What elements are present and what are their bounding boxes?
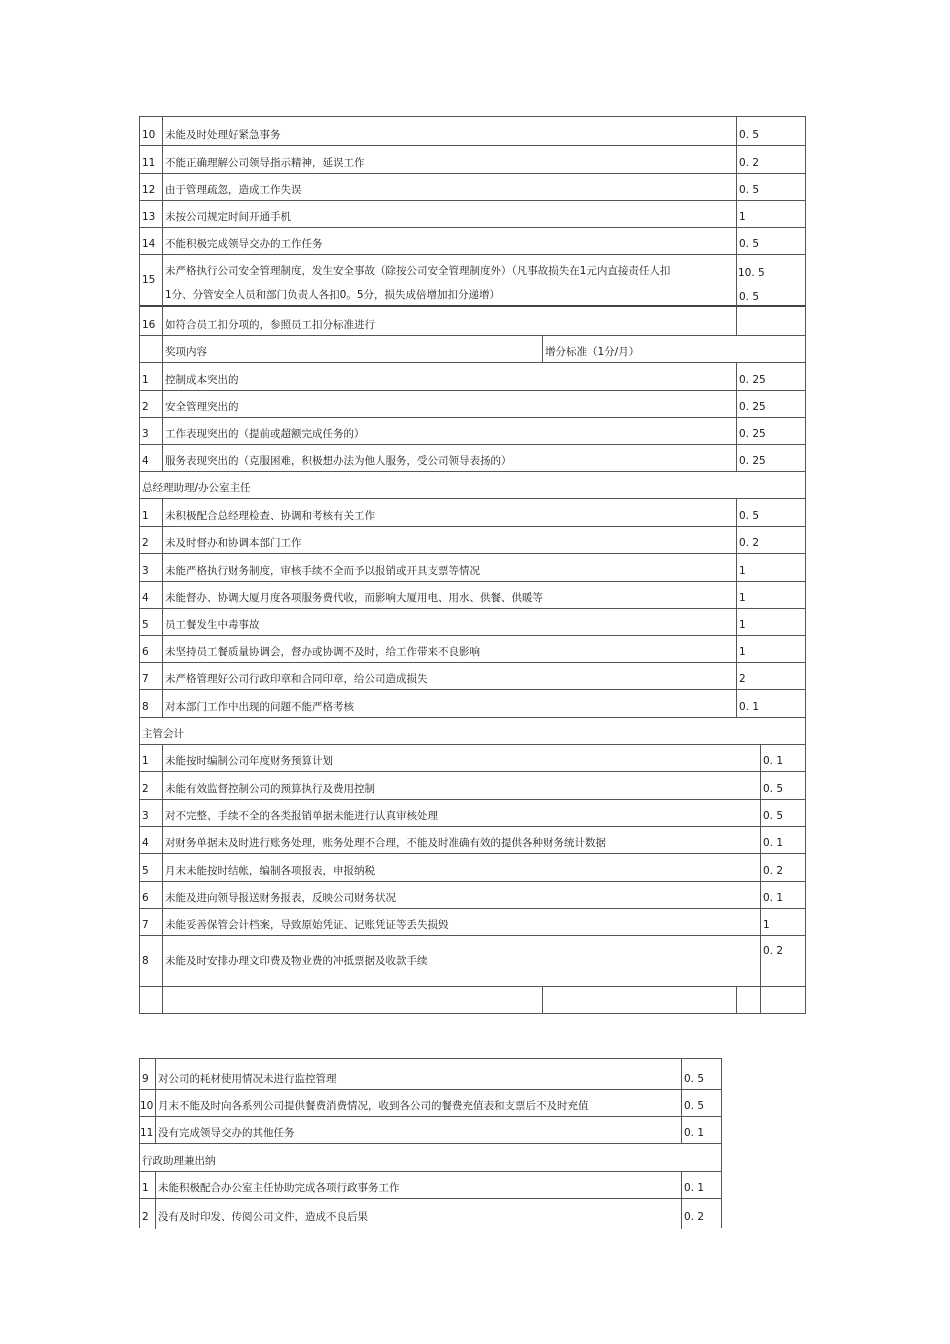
row-score: 0. 2 xyxy=(684,1211,705,1223)
row-text: 未能积极配合办公室主任协助完成各项行政事务工作 xyxy=(158,1182,400,1194)
section-header xyxy=(140,1144,721,1172)
row-text: 月末未能按时结帐，编制各项报表，申报纳税 xyxy=(165,865,375,877)
row-number: 4 xyxy=(142,592,149,604)
row-score: 1 xyxy=(739,646,746,658)
table-row xyxy=(140,554,805,582)
row-score: 0. 1 xyxy=(684,1182,705,1194)
row-score: 0. 5 xyxy=(739,184,760,196)
row-text: 对公司的耗材使用情况未进行监控管理 xyxy=(158,1073,337,1085)
row-text: 如符合员工扣分项的，参照员工扣分标准进行 xyxy=(165,319,375,331)
row-score: 1 xyxy=(763,919,770,931)
table-row xyxy=(140,445,805,472)
row-text-line-1: 未严格执行公司安全管理制度，发生安全事故（除按公司安全管理制度外）（凡事故损失在1元内直接责任人扣 xyxy=(165,265,671,277)
row-number: 14 xyxy=(142,238,156,250)
row-score: 0. 5 xyxy=(739,238,760,250)
table-row xyxy=(140,800,805,827)
table-row xyxy=(140,882,805,909)
table-row xyxy=(140,117,805,146)
row-text: 安全管理突出的 xyxy=(165,401,239,413)
row-text: 未积极配合总经理检查、协调和考核有关工作 xyxy=(165,510,375,522)
row-text: 月末不能及时向各系列公司提供餐费消费情况，收到各公司的餐费充值表和支票后不及时充值 xyxy=(158,1100,589,1112)
row-number: 5 xyxy=(142,619,149,631)
row-number: 2 xyxy=(142,1211,149,1223)
row-text: 服务表现突出的（克服困难，积极想办法为他人服务，受公司领导表扬的） xyxy=(165,455,512,467)
row-score: 1 xyxy=(739,211,746,223)
row-number: 1 xyxy=(142,755,149,767)
row-number: 10 xyxy=(140,1100,154,1112)
row-score: 0. 1 xyxy=(763,892,784,904)
row-number: 12 xyxy=(142,184,156,196)
row-score: 0. 5 xyxy=(739,129,760,141)
row-number: 1 xyxy=(142,374,149,386)
table-row xyxy=(140,201,805,228)
row-score: 1 xyxy=(739,619,746,631)
row-score: 0. 1 xyxy=(739,701,760,713)
evaluation-table-2 xyxy=(139,1058,722,1228)
row-score: 0. 25 xyxy=(739,455,766,467)
table-row xyxy=(140,146,805,174)
table-row xyxy=(140,307,805,336)
row-text: 未及时督办和协调本部门工作 xyxy=(165,537,302,549)
table-row xyxy=(140,936,805,987)
row-score: 0. 25 xyxy=(739,401,766,413)
table-row xyxy=(140,1117,721,1144)
row-number: 4 xyxy=(142,837,149,849)
table-row xyxy=(140,636,805,663)
row-score-2: 0. 5 xyxy=(739,291,760,303)
row-number: 16 xyxy=(142,319,156,331)
row-number: 1 xyxy=(142,510,149,522)
row-score: 0. 5 xyxy=(763,810,784,822)
row-number: 2 xyxy=(142,401,149,413)
table-row xyxy=(140,854,805,882)
row-text: 不能正确理解公司领导指示精神，延误工作 xyxy=(165,157,365,169)
section-title: 主管会计 xyxy=(142,728,184,740)
row-text: 由于管理疏忽，造成工作失误 xyxy=(165,184,302,196)
row-score: 0. 1 xyxy=(684,1127,705,1139)
row-number: 8 xyxy=(142,701,149,713)
row-number: 2 xyxy=(142,537,149,549)
row-score: 0. 2 xyxy=(763,945,784,957)
row-text: 未能严格执行财务制度，审核手续不全而予以报销或开具支票等情况 xyxy=(165,565,480,577)
row-text: 未能督办、协调大厦月度各项服务费代收，而影响大厦用电、用水、供餐、供暖等 xyxy=(165,592,543,604)
table-row xyxy=(140,527,805,554)
row-score: 0. 1 xyxy=(763,755,784,767)
row-score: 0. 5 xyxy=(684,1073,705,1085)
row-number: 5 xyxy=(142,865,149,877)
reward-standard-header: 增分标准（1分/月） xyxy=(545,346,640,358)
table-row xyxy=(140,690,805,718)
row-number: 7 xyxy=(142,673,149,685)
table-row xyxy=(140,363,805,391)
row-number: 4 xyxy=(142,455,149,467)
section-title: 总经理助理/办公室主任 xyxy=(142,482,251,494)
row-score: 0. 2 xyxy=(763,865,784,877)
row-text: 控制成本突出的 xyxy=(165,374,239,386)
evaluation-table-1 xyxy=(139,116,806,1014)
table-row xyxy=(140,582,805,609)
reward-header-row xyxy=(140,336,805,363)
row-score: 1 xyxy=(739,565,746,577)
row-text: 对财务单据未及时进行账务处理，账务处理不合理，不能及时准确有效的提供各种财务统计数据 xyxy=(165,837,606,849)
row-number: 9 xyxy=(142,1073,149,1085)
table-row xyxy=(140,418,805,445)
row-text: 未能有效监督控制公司的预算执行及费用控制 xyxy=(165,783,375,795)
row-number: 7 xyxy=(142,919,149,931)
table-row xyxy=(140,174,805,201)
row-text: 没有及时印发、传阅公司文件，造成不良后果 xyxy=(158,1211,368,1223)
row-text: 不能积极完成领导交办的工作任务 xyxy=(165,238,323,250)
row-text-line-2: 1分、分管安全人员和部门负责人各扣0。5分，损失成倍增加扣分递增） xyxy=(165,289,501,301)
row-score: 0. 5 xyxy=(684,1100,705,1112)
table-row xyxy=(140,255,805,307)
row-score: 0. 25 xyxy=(739,374,766,386)
row-score: 0. 5 xyxy=(763,783,784,795)
row-text: 未能妥善保管会计档案，导致原始凭证、记账凭证等丢失损毁 xyxy=(165,919,449,931)
row-number: 13 xyxy=(142,211,156,223)
row-text: 未能及进向领导报送财务报表，反映公司财务状况 xyxy=(165,892,396,904)
row-text: 没有完成领导交办的其他任务 xyxy=(158,1127,295,1139)
row-text: 对不完整、手续不全的各类报销单据未能进行认真审核处理 xyxy=(165,810,438,822)
row-score: 0. 5 xyxy=(739,510,760,522)
row-number: 10 xyxy=(142,129,156,141)
table-row xyxy=(140,391,805,418)
table-row xyxy=(140,1090,721,1117)
row-number: 11 xyxy=(142,157,156,169)
table-row xyxy=(140,827,805,854)
row-score: 0. 2 xyxy=(739,537,760,549)
row-text: 对本部门工作中出现的问题不能严格考核 xyxy=(165,701,354,713)
table-row xyxy=(140,609,805,636)
row-number: 3 xyxy=(142,810,149,822)
row-text: 未能及时处理好紧急事务 xyxy=(165,129,281,141)
row-text: 工作表现突出的（提前或超额完成任务的） xyxy=(165,428,365,440)
table-row xyxy=(140,909,805,936)
table-row xyxy=(140,228,805,255)
row-score-1: 10. 5 xyxy=(738,267,765,279)
table-row xyxy=(140,1199,721,1229)
section-title: 行政助理兼出纳 xyxy=(142,1155,216,1167)
row-score: 0. 1 xyxy=(763,837,784,849)
row-number: 6 xyxy=(142,892,149,904)
row-score: 0. 2 xyxy=(739,157,760,169)
row-number: 3 xyxy=(142,428,149,440)
table-row xyxy=(140,499,805,527)
row-number: 15 xyxy=(142,274,156,286)
section-header xyxy=(140,472,805,499)
table-row xyxy=(140,663,805,690)
row-number: 2 xyxy=(142,783,149,795)
row-number: 1 xyxy=(142,1182,149,1194)
table-row xyxy=(140,1059,721,1090)
section-header xyxy=(140,718,805,745)
row-score: 2 xyxy=(739,673,746,685)
row-number: 8 xyxy=(142,955,149,967)
row-number: 6 xyxy=(142,646,149,658)
row-text: 未严格管理好公司行政印章和合同印章，给公司造成损失 xyxy=(165,673,428,685)
row-text: 员工餐发生中毒事故 xyxy=(165,619,260,631)
row-text: 未能按时编制公司年度财务预算计划 xyxy=(165,755,333,767)
table-row xyxy=(140,745,805,772)
reward-item-header: 奖项内容 xyxy=(165,346,207,358)
row-score: 1 xyxy=(739,592,746,604)
row-text: 未能及时安排办理文印费及物业费的冲抵票据及收款手续 xyxy=(165,955,428,967)
row-text: 未坚持员工餐质量协调会，督办或协调不及时，给工作带来不良影响 xyxy=(165,646,480,658)
table-row xyxy=(140,772,805,800)
row-number: 3 xyxy=(142,565,149,577)
row-text: 未按公司规定时间开通手机 xyxy=(165,211,291,223)
table-row xyxy=(140,1172,721,1199)
empty-row xyxy=(140,987,805,1013)
row-score: 0. 25 xyxy=(739,428,766,440)
row-number: 11 xyxy=(140,1127,154,1139)
